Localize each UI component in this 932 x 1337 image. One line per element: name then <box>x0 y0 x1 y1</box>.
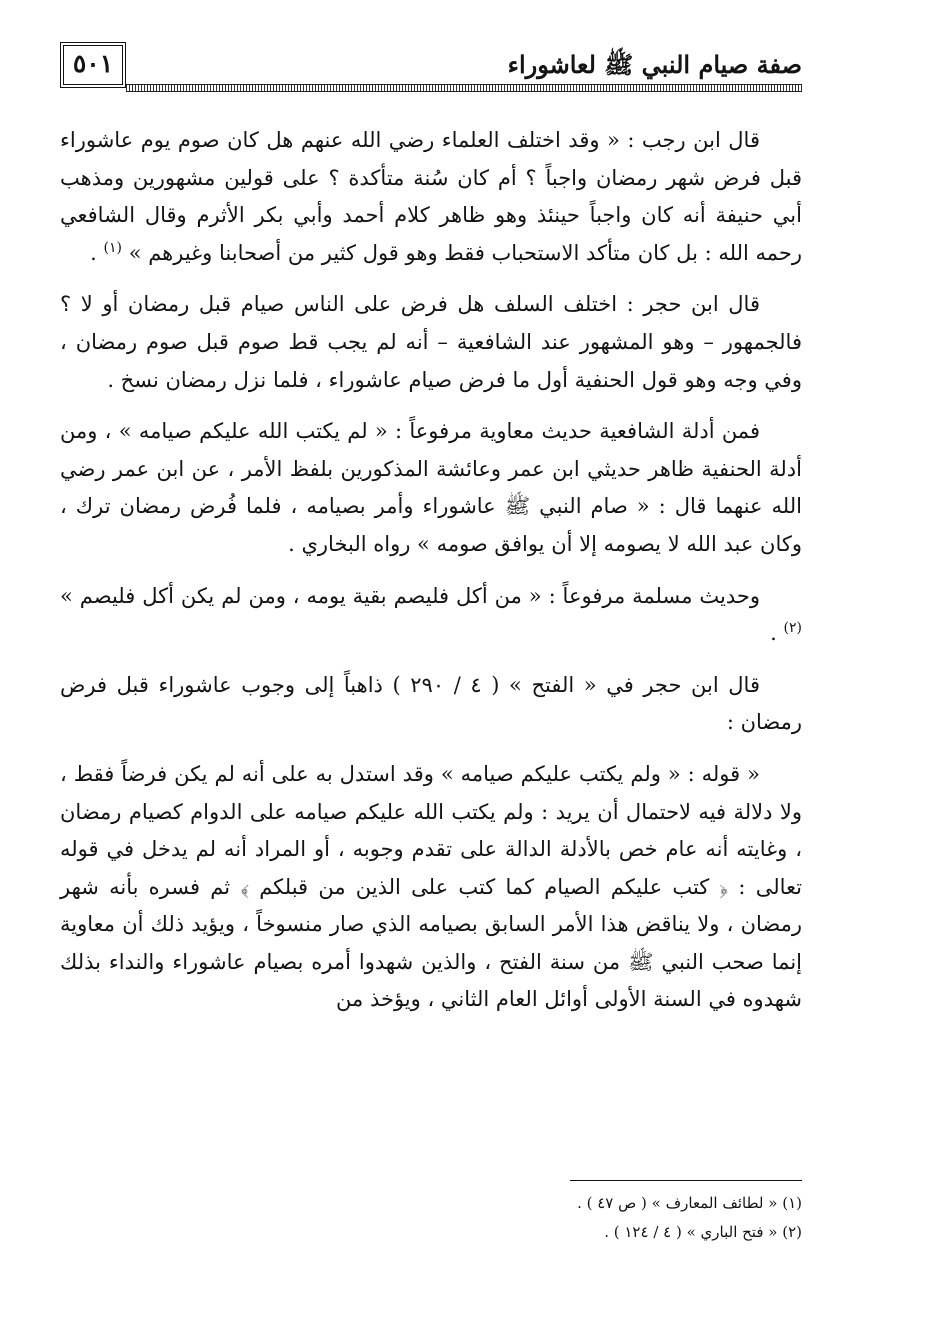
paragraph-tail: . <box>770 621 784 646</box>
header-rule <box>126 84 802 92</box>
paragraph-tail: . <box>90 240 104 265</box>
paragraph-6 <box>60 756 802 1019</box>
paragraph-text: قال ابن حجر في « الفتح » ( ٤ / ٢٩٠ ) ذاهباً إلى وجوب عاشوراء قبل فرض رمضان : <box>60 672 802 735</box>
footnote-rule <box>570 1180 802 1181</box>
paragraph-3 <box>60 413 802 563</box>
footnote-ref: (١) <box>103 239 122 256</box>
footnote-1: (١) « لطائف المعارف » ( ص ٤٧ ) . <box>577 1194 802 1212</box>
page-header <box>60 38 802 92</box>
body-text <box>60 122 802 1019</box>
paragraph-text: قال ابن حجر : اختلف السلف هل فرض على الناس صيام قبل رمضان أو لا ؟ فالجمهور – وهو المشهور عند الشافعية – أنه لم يجب قط صوم قبل صوم رمضان ، وفي وجه وهو قول الحنفية أول ما فرض صيام عاشوراء ، فلما نزل رمضان نسخ . <box>60 292 802 392</box>
paragraph-text: فمن أدلة الشافعية حديث معاوية مرفوعاً : « لم يكتب الله عليكم صيامه » ، ومن أدلة الحنفية ظاهر حديثي ابن عمر وعائشة المذكورين بلفظ الأمر ، عن ابن عمر رضي الله عنهما قال : « صام النبي ﷺ عاشوراء وأمر بصيامه ، فلما فُرض رمضان ترك ، وكان عبد الله لا يصومه إلا أن يوافق صومه » رواه البخاري . <box>60 419 802 556</box>
paragraph-2 <box>60 286 802 399</box>
paragraph-1 <box>60 122 802 272</box>
paragraph-4 <box>60 578 802 653</box>
paragraph-text: وحديث مسلمة مرفوعاً : « من أكل فليصم بقية يومه ، ومن لم يكن أكل فليصم » <box>60 583 760 608</box>
paragraph-5 <box>60 667 802 742</box>
footnote-ref: (٢) <box>783 620 802 637</box>
book-page <box>60 38 802 1298</box>
paragraph-text: قال ابن رجب : « وقد اختلف العلماء رضي الله عنهم هل كان صوم يوم عاشوراء قبل فرض شهر رمضان واجباً ؟ أم كان سُنة متأكدة ؟ على قولين مشهورين ومذهب أبي حنيفة أنه كان واجباً حينئذ وهو ظاهر كلام أحمد وأبي بكر الأثرم وقال الشافعي رحمه الله : بل كان متأكد الاستحباب فقط وهو قول كثير من أصحابنا وغيرهم » <box>60 128 802 265</box>
footnotes <box>60 1180 802 1247</box>
paragraph-text: « قوله : « ولم يكتب عليكم صيامه » وقد استدل به على أنه لم يكن فرضاً فقط ، ولا دلالة فيه لاحتمال أن يريد : ولم يكتب الله عليكم صيامه على الدوام كصيام رمضان ، وغايته أنه عام خص بالأدلة الدالة على تقدم وجوبه ، أو المراد أنه لم يدخل في قوله تعالى : ﴿ كتب عليكم الصيام كما كتب على الذين من قبلكم ﴾ ثم فسره بأنه شهر رمضان ، ولا يناقض هذا الأمر السابق بصيامه الذي صار منسوخاً ، ويؤيد ذلك أن معاوية إنما صحب النبي ﷺ من سنة الفتح ، والذين شهدوا أمره بصيام عاشوراء والنداء بذلك شهدوه في السنة الأولى أوائل العام الثاني ، ويؤخذ من <box>60 761 802 1012</box>
page-number: ٥٠١ <box>60 42 126 88</box>
running-title: صفة صيام النبي ﷺ لعاشوراء <box>507 50 802 79</box>
footnote-2: (٢) « فتح الباري » ( ٤ / ١٢٤ ) . <box>604 1223 802 1241</box>
